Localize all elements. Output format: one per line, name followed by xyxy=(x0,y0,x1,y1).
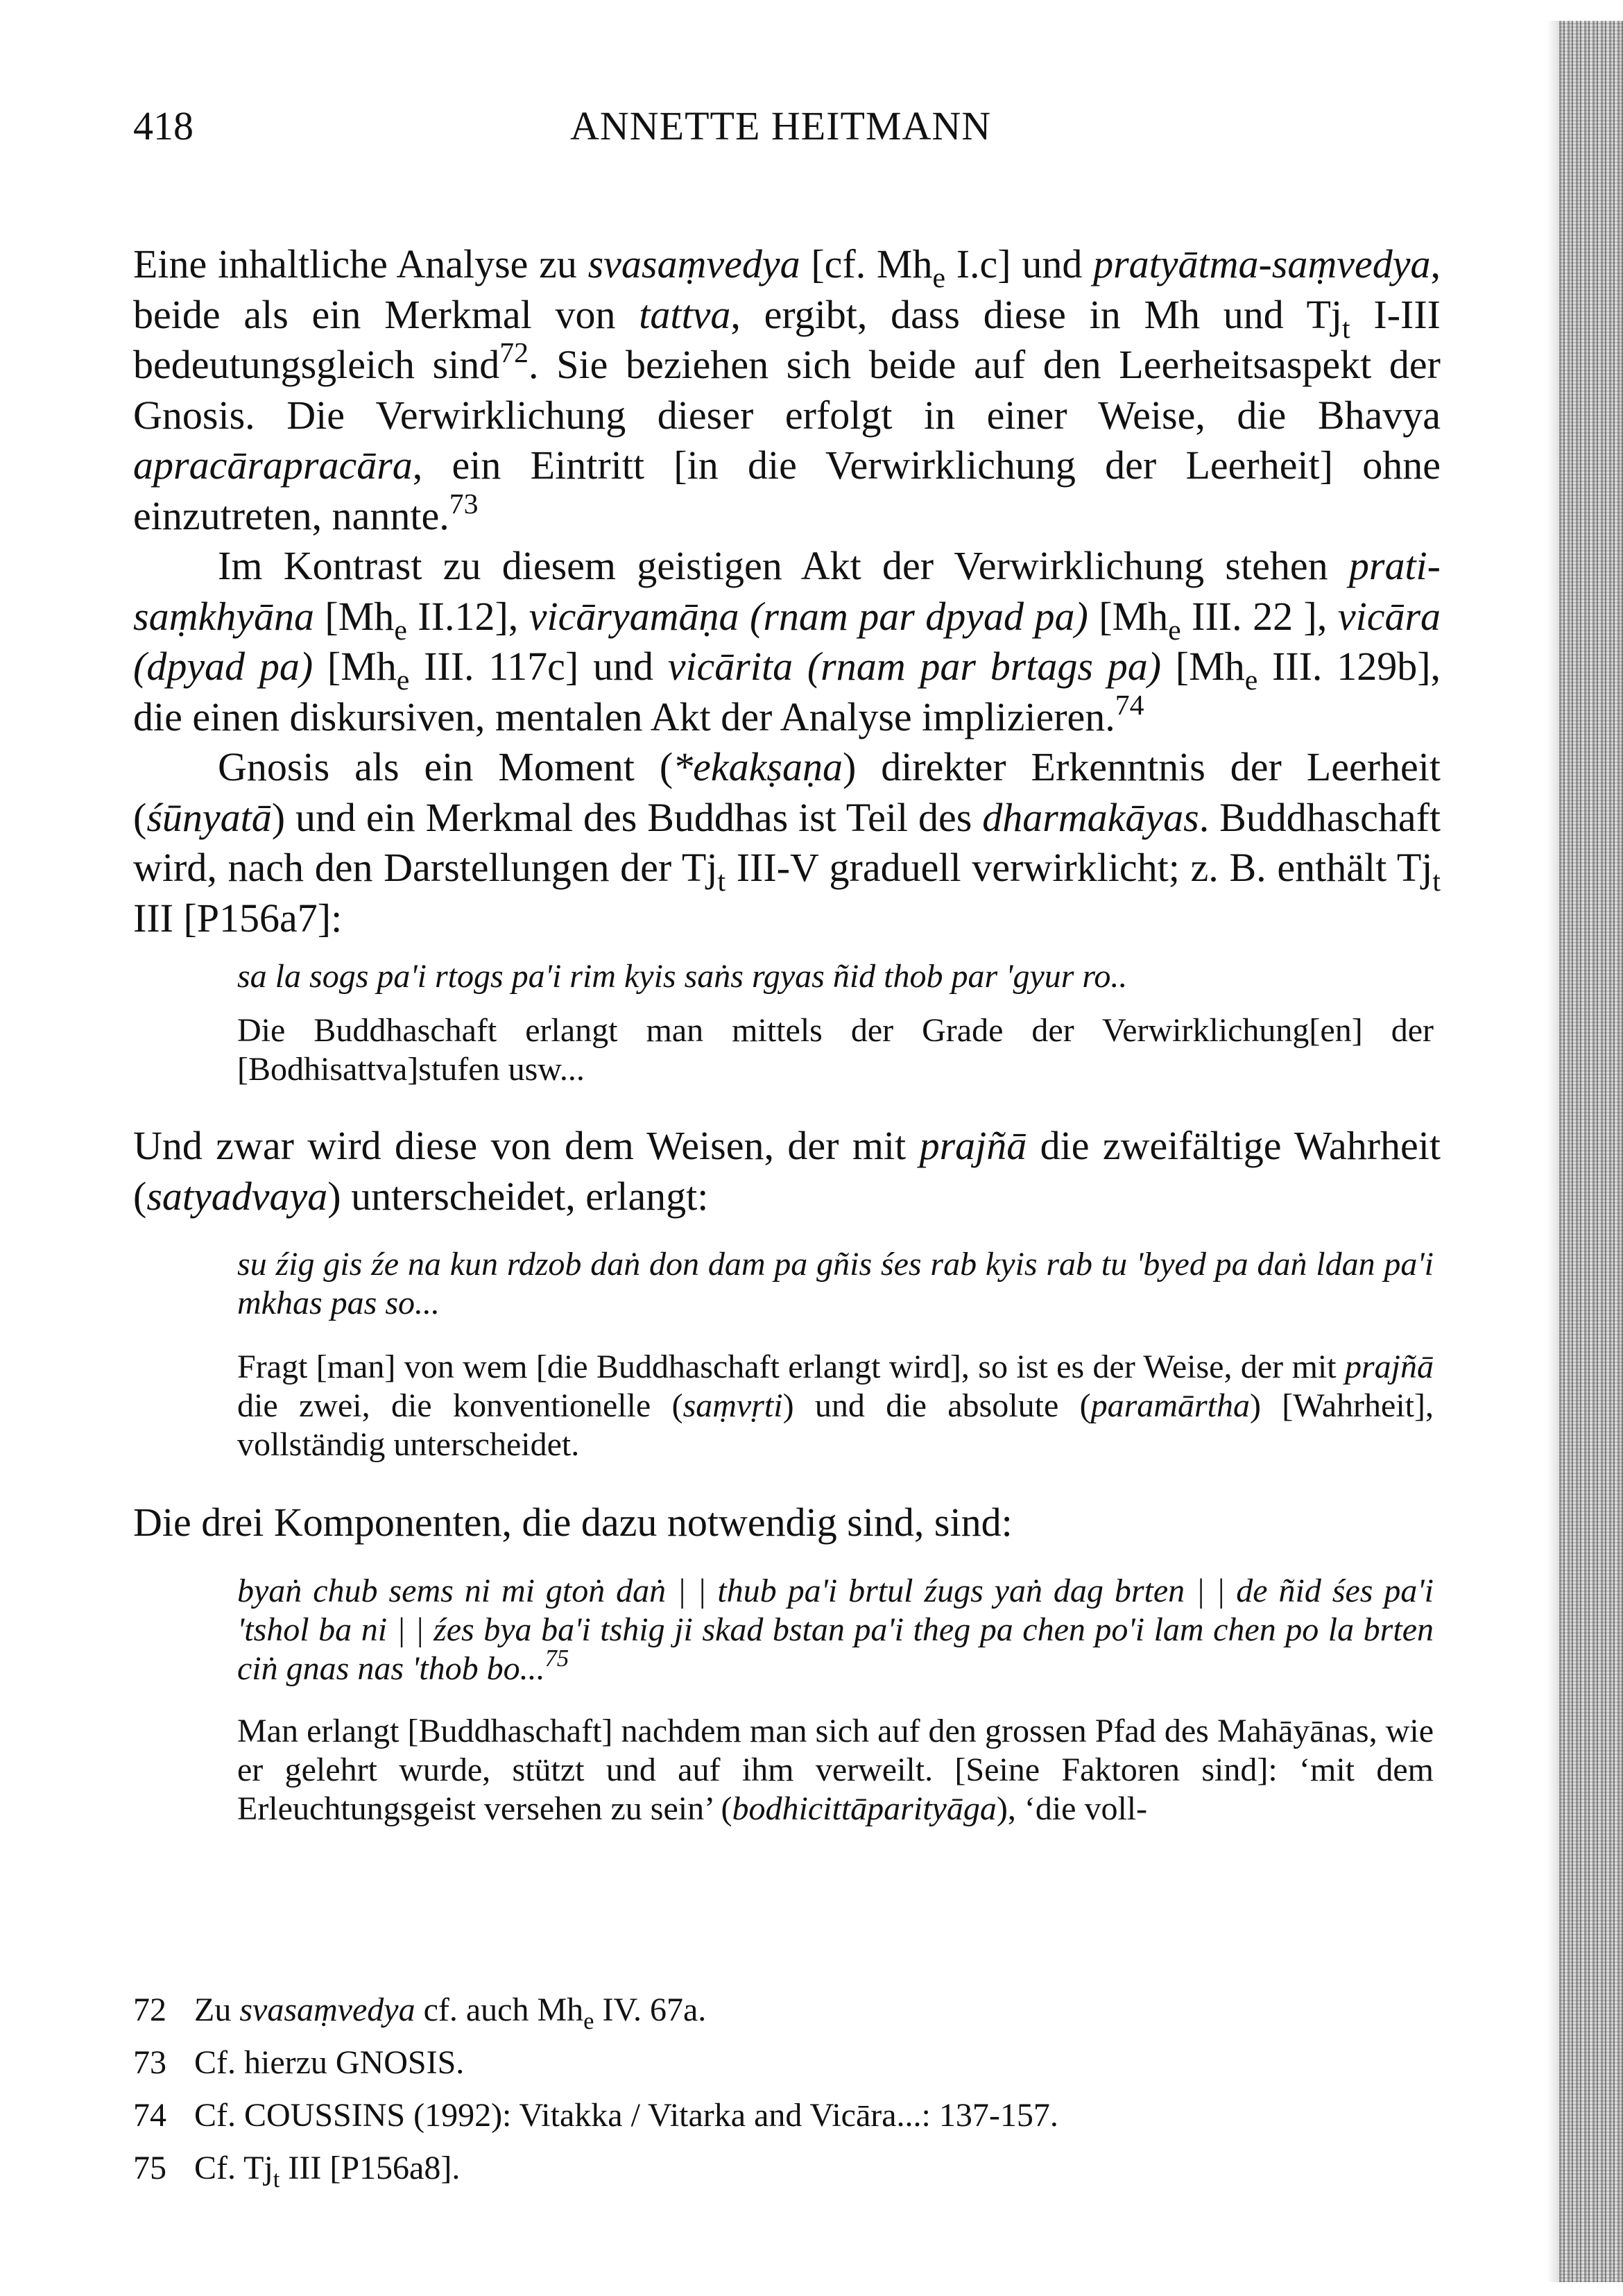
text-run: byaṅ chub sems ni mi gtoṅ daṅ | | thub pa'i brtul źugs yaṅ dag brten | | de ñid śes pa'i 'tshol ba ni | | źes bya ba'i tshig ji skad bstan pa'i theg pa chen po'i lam chen po la brten ciṅ gnas nas 'thob bo... xyxy=(237,1572,1434,1687)
main-text xyxy=(133,239,1441,1828)
text-run: . Sie beziehen sich beide auf den Leerheitsaspekt der Gnosis. Die Verwirklichung dieser erfolgt in einer Weise, die Bhavya xyxy=(133,342,1441,438)
text-run: cf. auch Mh xyxy=(415,1991,584,2028)
text-run: . Buddhaschaft wird, nach den Darstellungen der Tj xyxy=(133,794,1441,890)
text-run: Man erlangt [Buddhaschaft] nachdem man sich auf den grossen Pfad des Mahāyānas, wie er gelehrt wurde, stützt und auf ihm verweilt. [Seine Faktoren sind]: ‘mit dem Erleuchtungsgeist versehen zu sein’ ( xyxy=(237,1712,1434,1827)
text-run: Zu xyxy=(194,1991,240,2028)
page-number: 418 xyxy=(133,103,194,148)
text-run: , ein Eintritt [in die Verwirklichung der Leerheit] ohne einzutreten, nannte. xyxy=(133,443,1441,538)
footnote-72 xyxy=(133,1984,1441,2037)
text-run: ) und ein Merkmal des Buddhas ist Teil des xyxy=(271,794,983,840)
text-run: III-V graduell verwirklicht; z. B. enthält Tj xyxy=(725,845,1433,890)
tibetan-quote-2: su źig gis źe na kun rdzob daṅ don dam pa gñis śes rab kyis rab tu 'byed pa daṅ ldan pa'i mkhas pas so... xyxy=(237,1246,1434,1321)
text-run: I.c] und xyxy=(945,241,1094,286)
term-italic: vicāra (dpyad pa) xyxy=(133,593,1441,689)
term-italic: svasaṃvedya xyxy=(239,1991,415,2028)
translation-quote-3 xyxy=(237,1712,1434,1828)
term-italic: dharmakāyas xyxy=(982,794,1199,840)
text-run: Cf. hierzu GNOSIS. xyxy=(194,2044,465,2081)
footnote-74 xyxy=(133,2089,1441,2142)
term-italic: saṃvṛti xyxy=(682,1387,783,1424)
text-run: [cf. Mh xyxy=(800,241,933,286)
text-run: III. 22 ], xyxy=(1180,593,1338,639)
paragraph-1 xyxy=(133,239,1441,541)
text-run: [Mh xyxy=(313,644,397,689)
text-run: , beide als ein Merkmal von xyxy=(133,241,1441,337)
tibetan-quote-1: sa la sogs pa'i rtogs pa'i rim kyis saṅs rgyas ñid thob par 'gyur ro.. xyxy=(237,958,1128,995)
page-gutter-shadow xyxy=(1547,21,1559,2282)
text-run: ) und die absolute ( xyxy=(782,1387,1091,1424)
text-run: Cf. COUSSINS (1992): Vitakka / Vitarka and Vicāra...: 137-157. xyxy=(194,2097,1058,2134)
text-run: ), ‘die voll- xyxy=(996,1790,1148,1827)
term-italic: vicārita (rnam par brtags pa) xyxy=(667,644,1162,689)
subscript: t xyxy=(717,866,726,898)
subscript: t xyxy=(1432,866,1441,898)
text-run: III. 117c] und xyxy=(409,644,668,689)
text-run: die zweifältige Wahrheit ( xyxy=(133,1123,1441,1219)
footnote-ref-74[interactable]: 74 xyxy=(1115,689,1144,721)
running-head: ANNETTE HEITMANN xyxy=(570,103,992,148)
translation-quote-1: Die Buddhaschaft erlangt man mittels der Grade der Verwirklichung[en] der [Bodhisattva]stufen usw... xyxy=(237,1012,1434,1088)
subscript: e xyxy=(583,2007,594,2034)
paragraph-3 xyxy=(133,742,1441,943)
subscript: t xyxy=(273,2166,280,2193)
term-italic: bodhicittāparityāga xyxy=(732,1790,997,1827)
footnote-number: 75 xyxy=(133,2150,166,2186)
term-italic: tattva xyxy=(639,291,731,337)
subscript: e xyxy=(396,665,410,697)
text-run: I-III bedeutungsgleich sind xyxy=(133,291,1441,387)
paragraph-4 xyxy=(133,1121,1441,1222)
page-header xyxy=(133,103,1451,158)
footnote-number: 74 xyxy=(133,2097,166,2134)
subscript: e xyxy=(1244,665,1258,697)
subscript: e xyxy=(932,262,946,295)
footnote-number: 72 xyxy=(133,1991,166,2028)
text-run: III. 129b], die einen diskursiven, mentalen Akt der Analyse implizieren. xyxy=(133,644,1441,739)
text-run: III [P156a8]. xyxy=(280,2150,461,2186)
term-italic: *ekakṣaṇa xyxy=(673,744,843,789)
footnote-73 xyxy=(133,2037,1441,2089)
footnotes xyxy=(133,1984,1441,2195)
subscript: e xyxy=(394,614,407,646)
text-run: Eine inhaltliche Analyse zu xyxy=(133,241,588,286)
text-run: II.12], xyxy=(406,593,529,639)
term-italic: paramārtha xyxy=(1090,1387,1250,1424)
text-run: [Mh xyxy=(1161,644,1245,689)
subscript: e xyxy=(1168,614,1181,646)
footnote-number: 73 xyxy=(133,2044,166,2081)
term-italic: prajñā xyxy=(919,1123,1027,1168)
text-run: ) [Wahrheit], vollständig unterscheidet. xyxy=(237,1387,1434,1463)
paragraph-2 xyxy=(133,541,1441,742)
text-run: die zwei, die konventionelle ( xyxy=(237,1387,683,1424)
text-run: Im Kontrast zu diesem geistigen Akt der Verwirklichung stehen xyxy=(218,543,1349,588)
text-run: Fragt [man] von wem [die Buddhaschaft erlangt wird], so ist es der Weise, der mit xyxy=(237,1348,1345,1385)
footnote-75 xyxy=(133,2142,1441,2195)
text-run: [Mh xyxy=(1088,593,1169,639)
subscript: t xyxy=(1342,312,1350,345)
term-italic: apracārapracāra xyxy=(133,443,413,488)
term-italic: vicāryamāṇa (rnam par dpyad pa) xyxy=(529,593,1088,639)
text-run: [Mh xyxy=(314,593,395,639)
footnote-ref-75[interactable]: 75 xyxy=(544,1645,569,1672)
text-run: IV. 67a. xyxy=(594,1991,707,2028)
text-run: , ergibt, dass diese in Mh und Tj xyxy=(730,291,1343,337)
term-italic: prajñā xyxy=(1344,1348,1434,1385)
text-run: ) unterscheidet, erlangt: xyxy=(327,1173,709,1219)
translation-quote-2 xyxy=(237,1348,1434,1464)
text-run: III [P156a7]: xyxy=(133,895,343,941)
text-run: Cf. Tj xyxy=(194,2150,273,2186)
text-run: Und zwar wird diese von dem Weisen, der mit xyxy=(133,1123,920,1168)
footnote-ref-72[interactable]: 72 xyxy=(499,337,529,370)
term-italic: svasaṃvedya xyxy=(587,241,800,286)
tibetan-quote-3 xyxy=(237,1572,1434,1688)
term-italic: satyadvaya xyxy=(146,1173,328,1219)
footnote-ref-73[interactable]: 73 xyxy=(449,488,479,520)
scanned-page-edge xyxy=(1559,21,1623,2282)
term-italic: prati-saṃkhyāna xyxy=(133,543,1441,639)
term-italic: pratyātma-saṃvedya xyxy=(1093,241,1431,286)
text-run: Gnosis als ein Moment ( xyxy=(218,744,673,789)
paragraph-5: Die drei Komponenten, die dazu notwendig sind, sind: xyxy=(133,1500,1013,1545)
text-run: ) direkter Erkenntnis der Leerheit ( xyxy=(133,744,1441,840)
term-italic: śūnyatā xyxy=(146,794,272,840)
